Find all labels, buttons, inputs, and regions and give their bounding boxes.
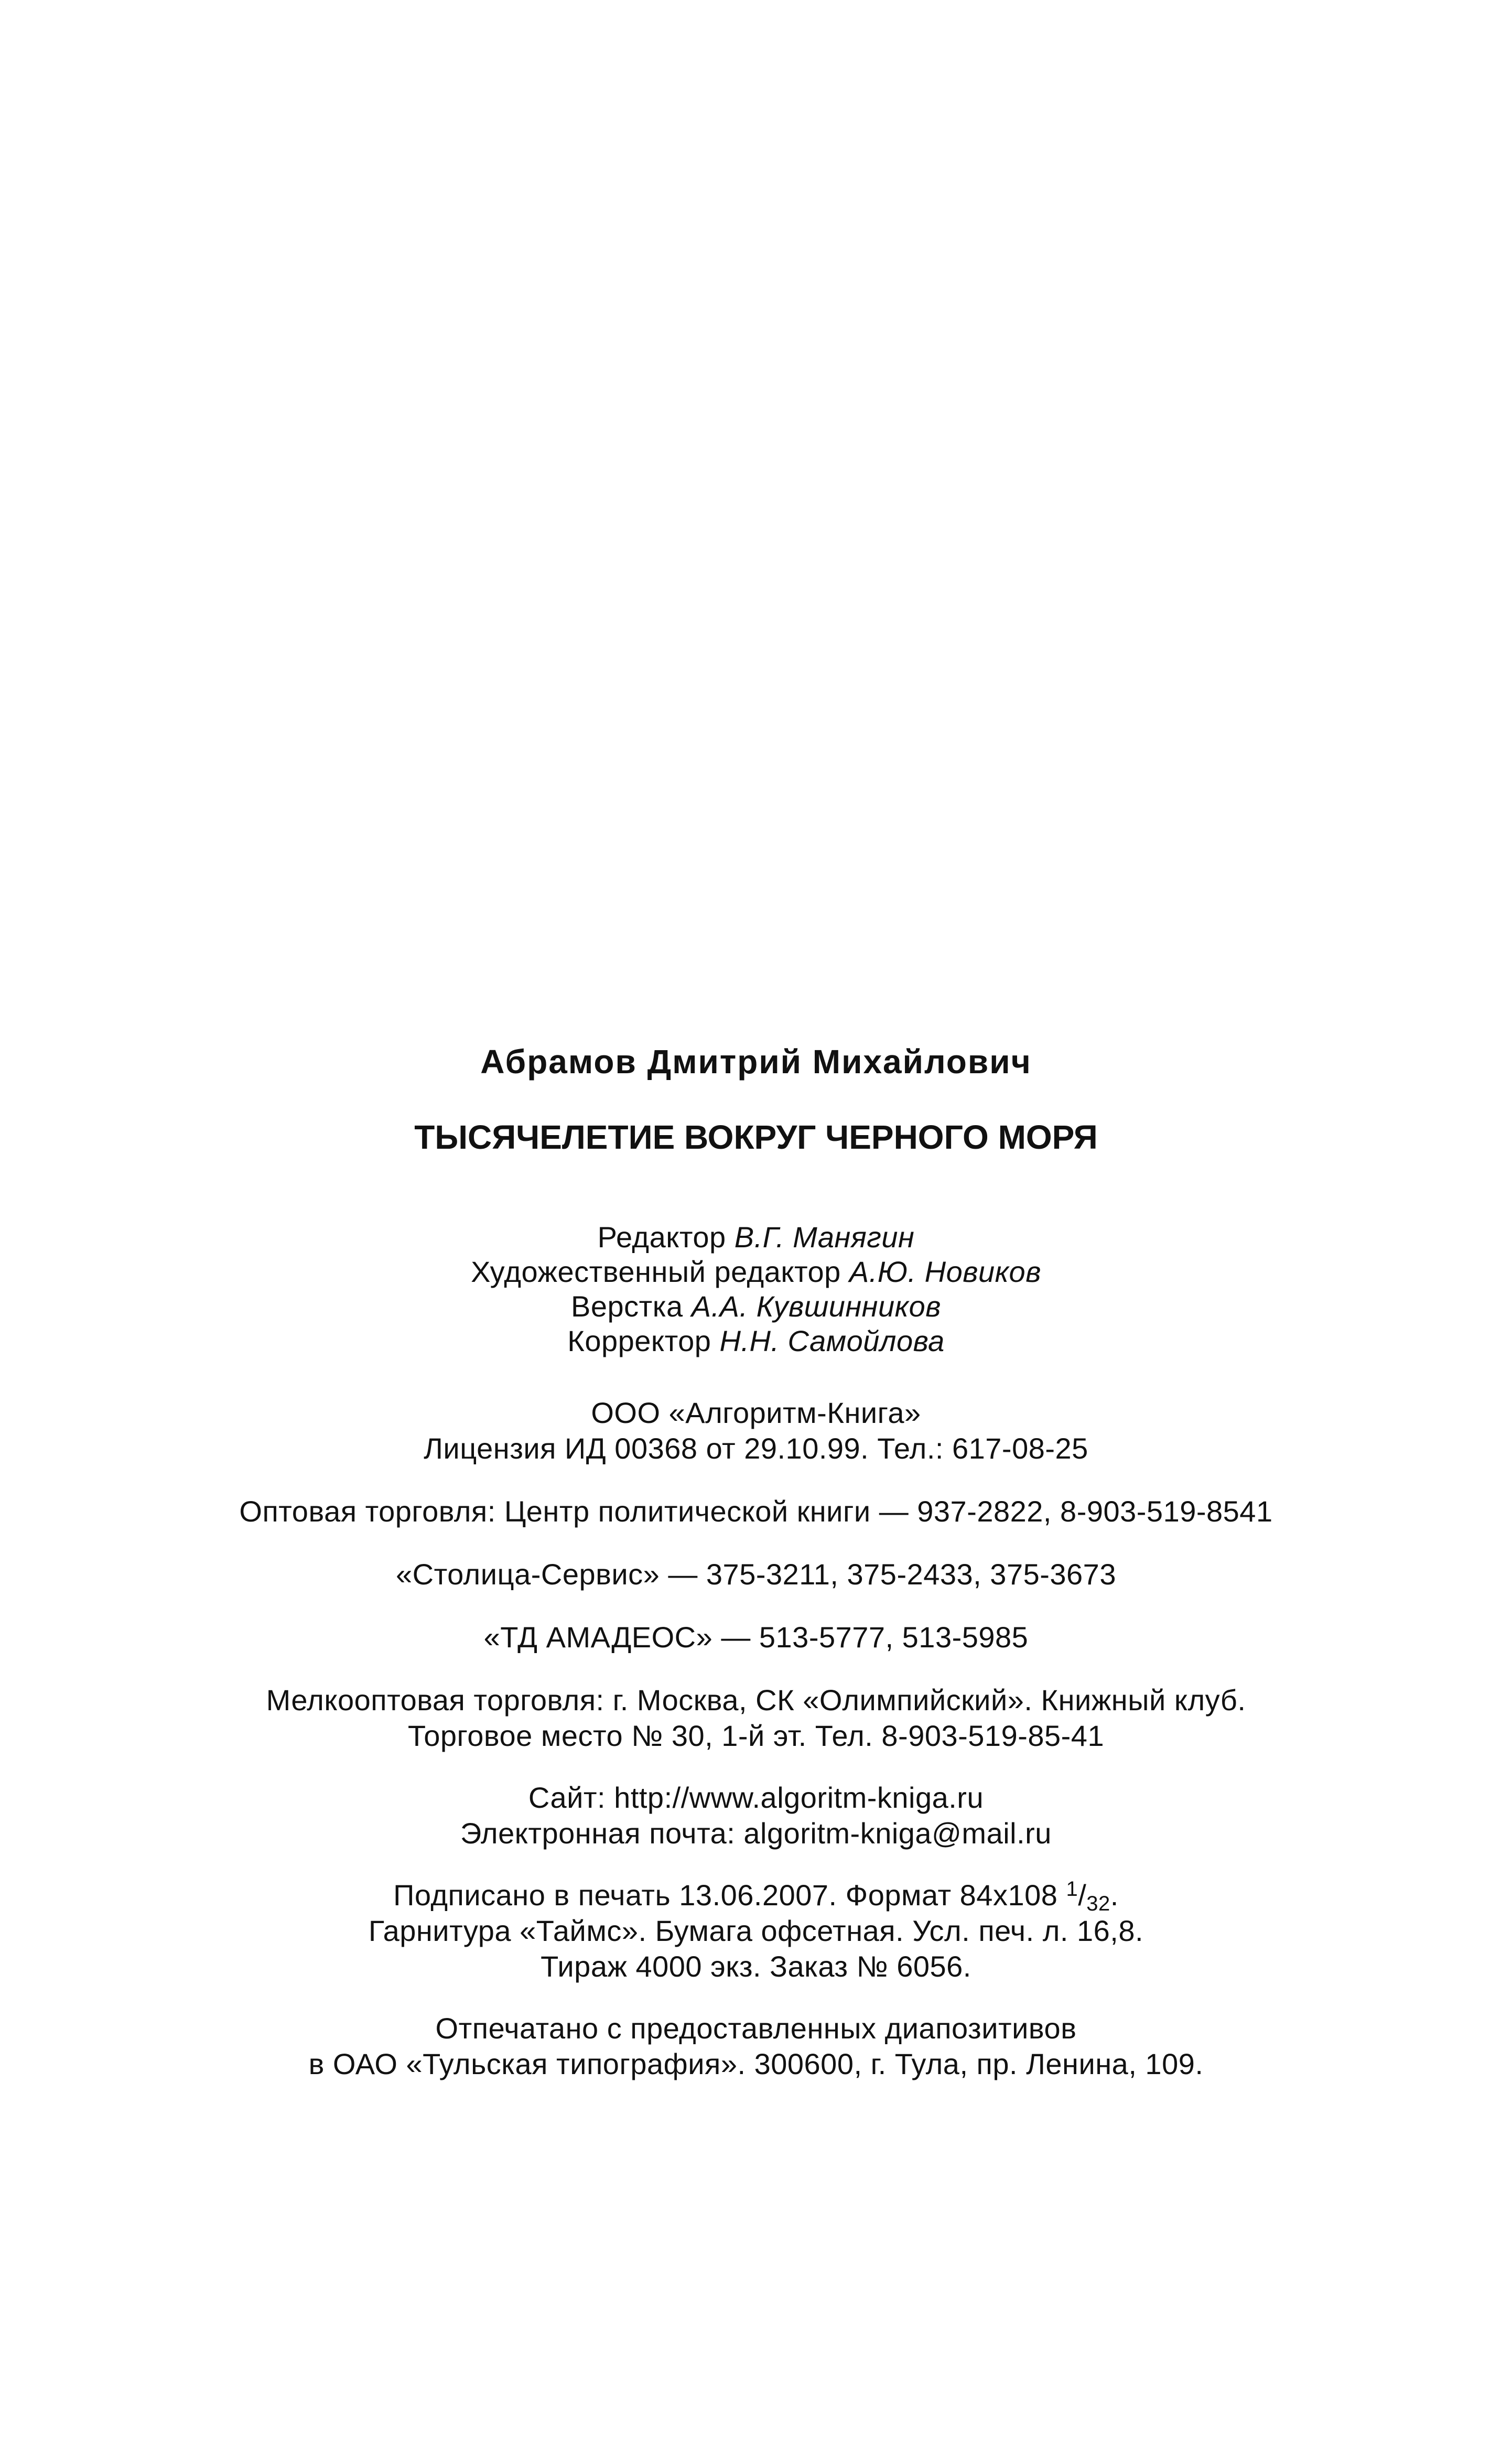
staff-name: Н.Н. Самойлова — [719, 1324, 945, 1357]
printer-line-2: в ОАО «Тульская типография». 300600, г. Тула, пр. Ленина, 109. — [308, 2047, 1204, 2080]
staff-role: Художественный редактор — [471, 1255, 841, 1288]
print-signed-line — [105, 1877, 1407, 1913]
print-run-line: Тираж 4000 экз. Заказ № 6056. — [541, 1950, 971, 1983]
staff-name: А.А. Кувшинников — [691, 1290, 941, 1323]
print-typeface-line: Гарнитура «Таймс». Бумага офсетная. Усл. печ. л. 16,8. — [368, 1914, 1144, 1947]
website: Сайт: http://www.algoritm-kniga.ru — [528, 1781, 984, 1814]
email: Электронная почта: algoritm-kniga@mail.ru — [460, 1817, 1052, 1850]
format-slash: / — [1078, 1879, 1087, 1912]
staff-role: Верстка — [571, 1290, 683, 1323]
staff-line-layout — [105, 1289, 1407, 1324]
printer-info — [105, 2011, 1407, 2082]
publisher-license: Лицензия ИД 00368 от 29.10.99. Тел.: 617-08-25 — [424, 1432, 1088, 1465]
publisher-name: ООО «Алгоритм-Книга» — [591, 1396, 921, 1429]
printer-line-1: Отпечатано с предоставленных диапозитивов — [435, 2012, 1077, 2045]
print-info — [105, 1877, 1407, 1984]
format-denominator: 32 — [1086, 1892, 1110, 1915]
retail-line-2: Торговое место № 30, 1-й эт. Тел. 8-903-519-85-41 — [407, 1719, 1105, 1752]
publisher-info — [105, 1395, 1407, 1466]
format-period: . — [1110, 1879, 1119, 1912]
staff-line-art-editor — [105, 1255, 1407, 1289]
staff-name: А.Ю. Новиков — [849, 1255, 1041, 1288]
staff-name: В.Г. Манягин — [734, 1221, 915, 1254]
author-name: Абрамов Дмитрий Михайлович — [480, 1043, 1032, 1081]
contacts-info — [105, 1780, 1407, 1851]
retail-line-1: Мелкооптовая торговля: г. Москва, СК «Олимпийский». Книжный клуб. — [266, 1683, 1246, 1717]
colophon — [105, 1041, 1407, 2111]
wholesale-line-3: «ТД АМАДЕОС» — 513-5777, 513-5985 — [483, 1621, 1029, 1654]
staff-line-proofreader — [105, 1324, 1407, 1358]
retail-info — [105, 1682, 1407, 1754]
print-signed-text: Подписано в печать 13.06.2007. Формат 84x108 — [393, 1879, 1058, 1912]
wholesale-line-1: Оптовая торговля: Центр политической книги — 937-2822, 8-903-519-8541 — [239, 1495, 1273, 1528]
staff-credits — [105, 1220, 1407, 1358]
wholesale-line-2: «Столица-Сервис» — 375-3211, 375-2433, 375-3673 — [396, 1558, 1116, 1591]
staff-role: Корректор — [567, 1324, 711, 1357]
staff-role: Редактор — [597, 1221, 726, 1254]
staff-line-editor — [105, 1220, 1407, 1255]
book-title: ТЫСЯЧЕЛЕТИЕ ВОКРУГ ЧЕРНОГО МОРЯ — [414, 1118, 1098, 1156]
format-numerator: 1 — [1066, 1877, 1078, 1901]
